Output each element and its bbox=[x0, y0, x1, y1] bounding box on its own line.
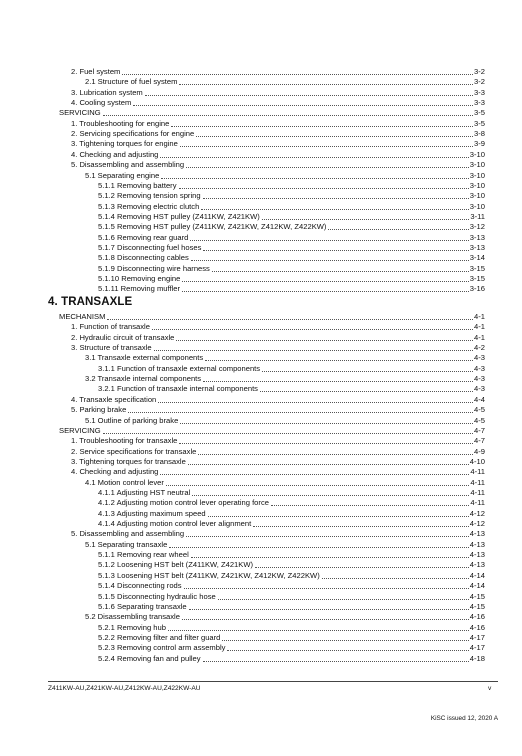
toc-entry-page: 4-13 bbox=[469, 539, 485, 549]
toc-entry-title: 2. Hydraulic circuit of transaxle bbox=[71, 332, 175, 342]
toc-entry bbox=[71, 67, 485, 77]
toc-entry-title: 2.1 Structure of fuel system bbox=[85, 77, 178, 87]
toc-entry-page: 4-13 bbox=[469, 529, 485, 539]
toc-entry-title: 3. Tightening torques for transaxle bbox=[71, 456, 186, 466]
toc-entry-title: 2. Servicing specifications for engine bbox=[71, 129, 195, 139]
toc-entry bbox=[71, 119, 485, 129]
toc-entry bbox=[98, 592, 485, 602]
toc-entry-title: 5.1.6 Separating transaxle bbox=[98, 601, 187, 611]
toc-entry-page: 3-3 bbox=[474, 98, 485, 107]
toc-entry-page: 4-16 bbox=[469, 622, 485, 632]
dot-leader bbox=[152, 329, 473, 330]
dot-leader bbox=[182, 281, 468, 282]
dot-leader bbox=[180, 146, 473, 147]
toc-entry bbox=[85, 374, 485, 384]
toc-entry bbox=[98, 384, 485, 394]
dot-leader bbox=[128, 412, 473, 413]
dot-leader bbox=[107, 319, 473, 320]
toc-entry bbox=[59, 108, 485, 118]
toc-entry-page: 3-10 bbox=[469, 201, 485, 211]
dot-leader bbox=[191, 260, 469, 261]
toc-entry-title: 3. Structure of transaxle bbox=[71, 343, 152, 353]
toc-entry-title: 5. Parking brake bbox=[71, 405, 127, 415]
toc-entry-title: 3.2 Transaxle internal components bbox=[85, 374, 202, 384]
toc-entry-title: 5.2.4 Removing fan and pulley bbox=[98, 653, 201, 663]
toc-entry-page: 3-3 bbox=[474, 87, 485, 97]
toc-entry-page: 4-3 bbox=[474, 384, 485, 394]
toc-entry-title: 5.1.5 Removing HST pulley (Z411KW, Z421KW, Z412KW, Z422KW) bbox=[98, 222, 327, 232]
toc-entry-title: 1. Troubleshooting for engine bbox=[71, 118, 170, 128]
toc-entry-title: 5.1.4 Removing HST pulley (Z411KW, Z421KW) bbox=[98, 211, 260, 221]
toc-entry bbox=[98, 212, 485, 222]
toc-entry-page: 3-13 bbox=[469, 232, 485, 242]
toc-entry-page: 3-15 bbox=[469, 263, 485, 273]
toc-entry bbox=[98, 284, 485, 294]
toc-entry-page: 4-15 bbox=[469, 591, 485, 601]
toc-entry bbox=[85, 171, 485, 181]
toc-entry-title: 4.1.4 Adjusting motion control lever alignment bbox=[98, 519, 252, 528]
toc-entry-title: 5.2.3 Removing control arm assembly bbox=[98, 643, 226, 653]
dot-leader bbox=[205, 360, 473, 361]
toc-entry-title: SERVICING bbox=[59, 425, 101, 435]
toc-entry-page: 4-7 bbox=[474, 436, 485, 446]
dot-leader bbox=[179, 84, 473, 85]
toc-entry bbox=[98, 191, 485, 201]
dot-leader bbox=[171, 126, 473, 127]
dot-leader bbox=[262, 371, 473, 372]
toc-entry-title: 5.1.3 Removing electric clutch bbox=[98, 201, 200, 211]
toc-entry-page: 3-5 bbox=[474, 108, 485, 118]
toc-entry bbox=[59, 426, 485, 436]
toc-entry bbox=[71, 88, 485, 98]
toc-entry bbox=[98, 264, 485, 274]
toc-entry-page: 3-9 bbox=[474, 139, 485, 149]
toc-entry-page: 3-8 bbox=[474, 129, 485, 139]
dot-leader bbox=[192, 495, 469, 496]
dot-leader bbox=[179, 443, 473, 444]
dot-leader bbox=[122, 74, 473, 75]
toc-entry bbox=[98, 602, 485, 612]
toc-entry-title: 5.1.4 Disconnecting rods bbox=[98, 581, 182, 591]
dot-leader bbox=[179, 188, 469, 189]
toc-entry-page: 3-10 bbox=[469, 180, 485, 190]
dot-leader bbox=[166, 485, 469, 486]
dot-leader bbox=[203, 198, 469, 199]
toc-entry-title: 4.1.2 Adjusting motion control lever operating force bbox=[98, 498, 269, 508]
dot-leader bbox=[182, 619, 469, 620]
toc-entry-page: 4-12 bbox=[469, 519, 485, 528]
toc-entry-page: 4-18 bbox=[469, 653, 485, 663]
toc-entry-page: 3-2 bbox=[474, 67, 485, 76]
toc-entry-title: 5.2.2 Removing filter and filter guard bbox=[98, 632, 221, 642]
dot-leader bbox=[255, 567, 469, 568]
footer-page-number: v bbox=[488, 685, 492, 692]
toc-entry-page: 4-16 bbox=[469, 612, 485, 622]
toc-entry-page: 4-11 bbox=[470, 467, 485, 477]
toc-entry bbox=[71, 129, 485, 139]
dot-leader bbox=[322, 578, 469, 579]
dot-leader bbox=[189, 609, 469, 610]
dot-leader bbox=[182, 291, 469, 292]
toc-entry-title: 3.2.1 Function of transaxle internal components bbox=[98, 384, 258, 394]
dot-leader bbox=[208, 516, 469, 517]
dot-leader bbox=[145, 95, 473, 96]
dot-leader bbox=[176, 340, 473, 341]
toc-entry-title: MECHANISM bbox=[59, 312, 106, 321]
dot-leader bbox=[160, 157, 468, 158]
toc-entry-title: 5. Disassembling and assembling bbox=[71, 529, 185, 539]
toc-entry bbox=[98, 253, 485, 263]
toc-entry-title: 1. Troubleshooting for transaxle bbox=[71, 436, 178, 446]
dot-leader bbox=[203, 250, 468, 251]
toc-entry bbox=[98, 222, 485, 232]
dot-leader bbox=[168, 630, 469, 631]
toc-entry-page: 4-17 bbox=[469, 643, 485, 653]
dot-leader bbox=[262, 219, 470, 220]
toc-entry-page: 4-3 bbox=[474, 374, 485, 384]
toc-entry-page: 3-10 bbox=[469, 160, 485, 170]
dot-leader bbox=[161, 178, 468, 179]
toc-entry bbox=[85, 353, 485, 363]
footer-divider bbox=[48, 681, 498, 682]
dot-leader bbox=[158, 402, 473, 403]
toc-entry-page: 4-11 bbox=[470, 487, 485, 497]
toc-entry bbox=[85, 540, 485, 550]
dot-leader bbox=[184, 588, 469, 589]
toc-entry bbox=[71, 447, 485, 457]
dot-leader bbox=[154, 350, 473, 351]
toc-entry bbox=[71, 322, 485, 332]
toc-entry bbox=[98, 233, 485, 243]
toc-entry bbox=[85, 416, 485, 426]
toc-entry-title: 5.2 Disassembling transaxle bbox=[85, 612, 180, 622]
toc-entry-title: 1. Function of transaxle bbox=[71, 322, 150, 332]
toc-entry bbox=[71, 529, 485, 539]
toc-entry-title: 5.1.3 Loosening HST belt (Z411KW, Z421KW, Z412KW, Z422KW) bbox=[98, 570, 320, 580]
toc-entry-title: 3. Tightening torques for engine bbox=[71, 139, 178, 149]
toc-entry bbox=[98, 364, 485, 374]
toc-entry bbox=[98, 274, 485, 284]
toc-entry bbox=[59, 312, 485, 322]
dot-leader bbox=[186, 167, 469, 168]
dot-leader bbox=[218, 599, 469, 600]
toc-entry bbox=[98, 519, 485, 529]
toc-entry-page: 3-12 bbox=[469, 222, 485, 232]
toc-entry-page: 3-15 bbox=[469, 274, 485, 283]
dot-leader bbox=[203, 381, 473, 382]
toc-entry bbox=[71, 436, 485, 446]
toc-entry-page: 4-9 bbox=[474, 446, 485, 456]
toc-entry bbox=[71, 98, 485, 108]
toc-entry bbox=[71, 343, 485, 353]
dot-leader bbox=[133, 105, 473, 106]
toc-entry-page: 3-10 bbox=[469, 149, 485, 159]
toc-entry bbox=[98, 654, 485, 664]
toc-entry-page: 4-12 bbox=[469, 508, 485, 518]
toc-entry-title: 4.1 Motion control lever bbox=[85, 477, 164, 487]
toc-entry-page: 4-4 bbox=[474, 394, 485, 404]
dot-leader bbox=[103, 433, 473, 434]
toc-entry bbox=[98, 581, 485, 591]
toc-entry-page: 4-14 bbox=[469, 581, 485, 591]
toc-entry-page: 3-2 bbox=[474, 77, 485, 87]
toc-entry-page: 4-3 bbox=[474, 363, 485, 373]
toc-entry-page: 3-10 bbox=[469, 191, 485, 201]
dot-leader bbox=[186, 536, 469, 537]
toc-entry-title: 4. Cooling system bbox=[71, 98, 132, 107]
toc-entry bbox=[71, 139, 485, 149]
toc-entry bbox=[98, 643, 485, 653]
toc-entry-page: 4-13 bbox=[469, 550, 485, 559]
dot-leader bbox=[222, 640, 468, 641]
toc-entry bbox=[98, 571, 485, 581]
toc-entry-title: 2. Fuel system bbox=[71, 67, 121, 76]
dot-leader bbox=[271, 505, 469, 506]
toc-entry-page: 4-11 bbox=[470, 498, 485, 508]
dot-leader bbox=[180, 423, 473, 424]
toc-entry-title: 5.1 Separating transaxle bbox=[85, 539, 168, 549]
dot-leader bbox=[103, 115, 473, 116]
toc-entry-title: 5. Disassembling and assembling bbox=[71, 160, 185, 170]
toc-entry-title: 5.1.8 Disconnecting cables bbox=[98, 253, 189, 263]
toc-entry bbox=[98, 488, 485, 498]
dot-leader bbox=[196, 136, 473, 137]
toc-entry-page: 4-2 bbox=[474, 343, 485, 353]
toc-entry-page: 4-1 bbox=[474, 332, 485, 342]
dot-leader bbox=[169, 547, 468, 548]
dot-leader bbox=[212, 271, 469, 272]
dot-leader bbox=[191, 557, 469, 558]
toc-entry-page: 4-17 bbox=[469, 632, 485, 642]
dot-leader bbox=[201, 209, 469, 210]
toc-entry bbox=[71, 333, 485, 343]
toc-entry bbox=[98, 243, 485, 253]
toc-entry-page: 3-14 bbox=[469, 253, 485, 263]
toc-entry-title: 5.1.6 Removing rear guard bbox=[98, 232, 189, 242]
toc-entry-title: 5.1 Separating engine bbox=[85, 170, 160, 180]
toc-entry-title: 5.1.1 Removing battery bbox=[98, 180, 177, 190]
toc-entry-title: 5.1.10 Removing engine bbox=[98, 274, 181, 283]
toc-entry bbox=[71, 395, 485, 405]
dot-leader bbox=[198, 454, 473, 455]
toc-entry-page: 3-5 bbox=[474, 118, 485, 128]
dot-leader bbox=[188, 464, 469, 465]
toc-entry-page: 4-7 bbox=[474, 425, 485, 435]
toc-entry-page: 4-10 bbox=[469, 456, 485, 466]
toc-entry-page: 4-5 bbox=[474, 415, 485, 425]
toc-entry bbox=[98, 550, 485, 560]
toc-entry bbox=[98, 560, 485, 570]
toc-entry-title: 5.1.2 Removing tension spring bbox=[98, 191, 201, 201]
toc-entry bbox=[98, 623, 485, 633]
toc-entry bbox=[98, 202, 485, 212]
dot-leader bbox=[328, 229, 468, 230]
toc-entry-title: 4.1.3 Adjusting maximum speed bbox=[98, 508, 206, 518]
footer-issue-note: KiSC issued 12, 2020 A bbox=[430, 715, 498, 722]
toc-entry-title: 4.1.1 Adjusting HST neutral bbox=[98, 487, 191, 497]
toc-entry bbox=[71, 150, 485, 160]
toc-entry-page: 3-13 bbox=[469, 242, 485, 252]
toc-entry-page: 4-15 bbox=[469, 601, 485, 611]
footer-models: Z411KW-AU,Z421KW-AU,Z412KW-AU,Z422KW-AU bbox=[48, 685, 201, 692]
toc-entry-title: SERVICING bbox=[59, 108, 101, 118]
toc-entry-title: 5.1.5 Disconnecting hydraulic hose bbox=[98, 591, 216, 601]
toc-entry bbox=[71, 405, 485, 415]
toc-entry bbox=[98, 181, 485, 191]
toc-entry-page: 4-11 bbox=[470, 477, 485, 487]
toc-entry bbox=[85, 612, 485, 622]
toc-entry-title: 2. Service specifications for transaxle bbox=[71, 446, 197, 456]
toc-entry-title: 5.1.7 Disconnecting fuel hoses bbox=[98, 242, 202, 252]
toc-entry bbox=[98, 633, 485, 643]
dot-leader bbox=[260, 391, 473, 392]
toc-entry-page: 3-11 bbox=[470, 211, 485, 221]
toc-entry-page: 4-1 bbox=[474, 312, 485, 321]
toc-entry-title: 5.1.11 Removing muffler bbox=[98, 284, 181, 294]
dot-leader bbox=[160, 474, 469, 475]
toc-entry-page: 4-5 bbox=[474, 405, 485, 415]
toc-entry bbox=[98, 509, 485, 519]
dot-leader bbox=[253, 526, 469, 527]
dot-leader bbox=[190, 240, 468, 241]
toc-entry-page: 4-14 bbox=[469, 570, 485, 580]
toc-entry-title: 3.1.1 Function of transaxle external components bbox=[98, 363, 261, 373]
toc-entry-title: 5.1.1 Removing rear wheel bbox=[98, 550, 189, 559]
toc-entry bbox=[98, 498, 485, 508]
section-heading: 4. TRANSAXLE bbox=[48, 296, 133, 308]
toc-entry-title: 4. Checking and adjusting bbox=[71, 149, 159, 159]
toc-entry-page: 4-13 bbox=[469, 560, 485, 570]
toc-entry-title: 3. Lubrication system bbox=[71, 87, 143, 97]
toc-entry-title: 5.1.2 Loosening HST belt (Z411KW, Z421KW) bbox=[98, 560, 254, 570]
toc-entry-title: 5.1 Outline of parking brake bbox=[85, 415, 179, 425]
toc-entry-title: 4. Transaxle specification bbox=[71, 394, 157, 404]
toc-entry bbox=[71, 457, 485, 467]
toc-entry bbox=[71, 467, 485, 477]
toc-entry bbox=[85, 478, 485, 488]
toc-entry-title: 5.1.9 Disconnecting wire harness bbox=[98, 263, 210, 273]
toc-entry-title: 5.2.1 Removing hub bbox=[98, 622, 166, 632]
toc-entry bbox=[85, 77, 485, 87]
toc-entry-page: 4-3 bbox=[474, 353, 485, 363]
toc-entry-page: 4-1 bbox=[474, 322, 485, 332]
toc-entry-page: 3-16 bbox=[469, 284, 485, 294]
dot-leader bbox=[203, 661, 469, 662]
toc-entry bbox=[71, 160, 485, 170]
toc-entry-page: 3-10 bbox=[469, 170, 485, 180]
toc-entry-title: 3.1 Transaxle external components bbox=[85, 353, 204, 363]
toc-entry-title: 4. Checking and adjusting bbox=[71, 467, 159, 477]
dot-leader bbox=[227, 650, 468, 651]
